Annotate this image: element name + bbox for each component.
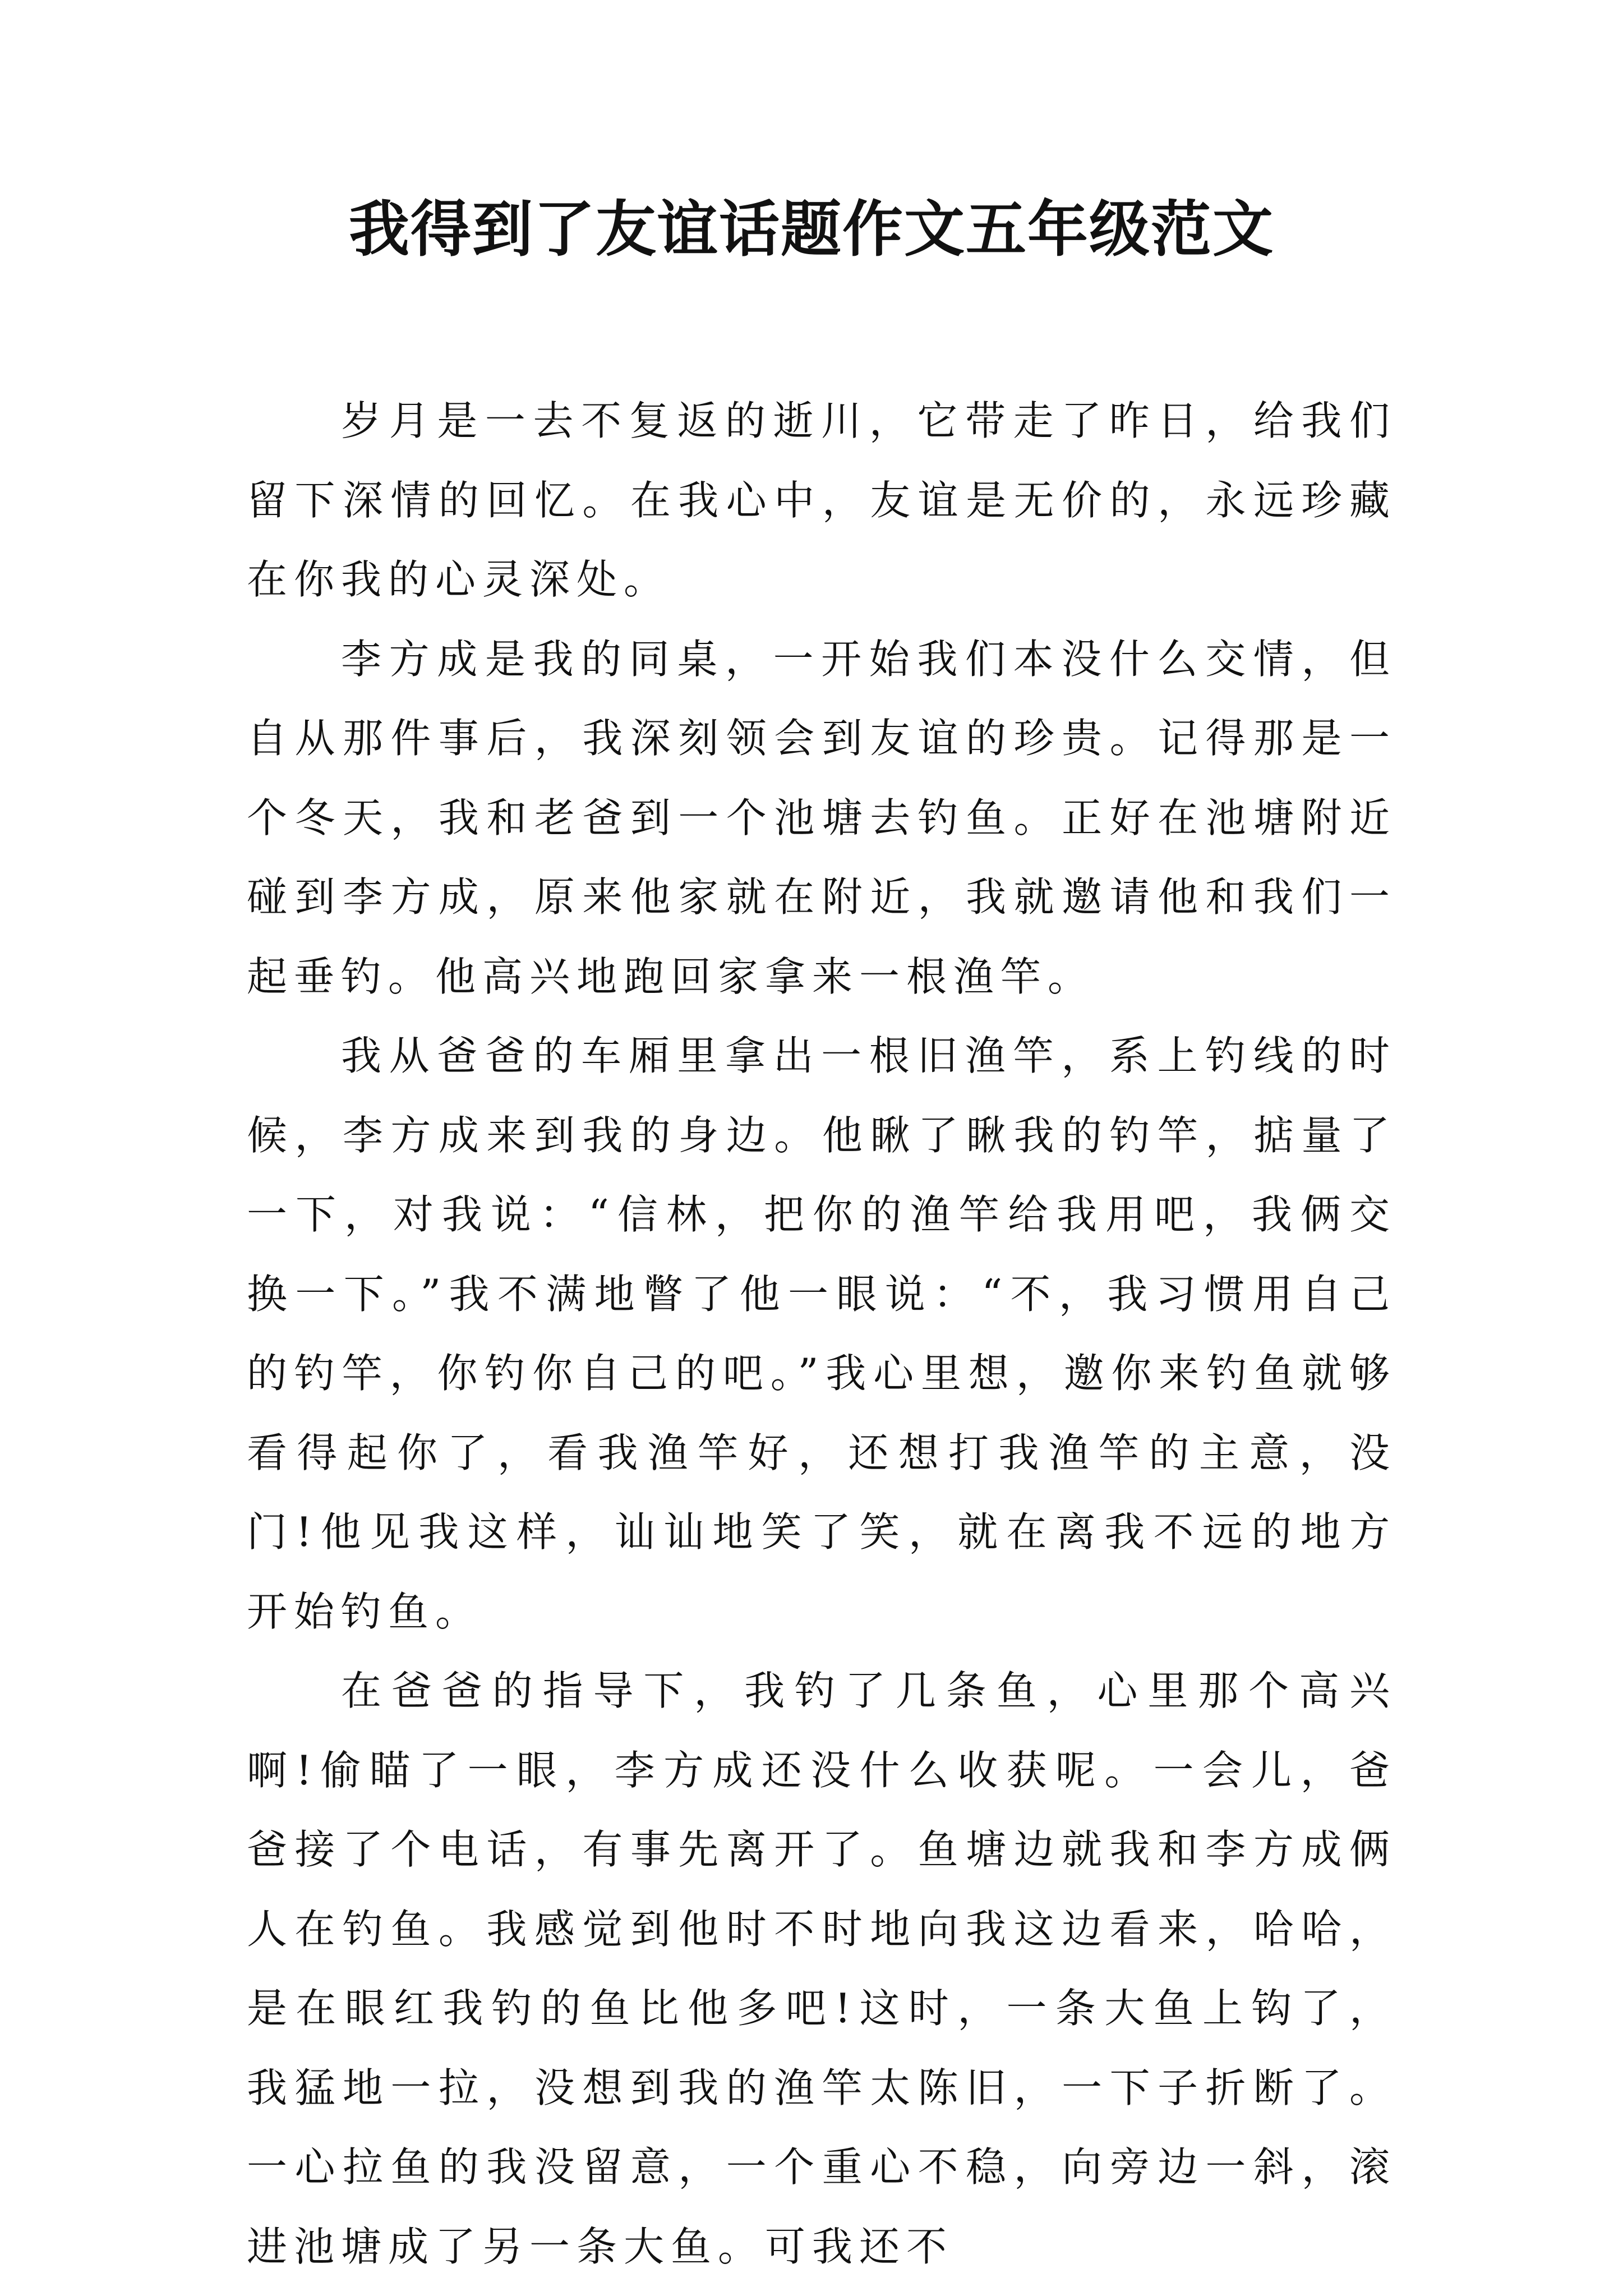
document-title: 我得到了友谊话题作文五年级范文	[348, 195, 1274, 265]
document-body	[247, 381, 1396, 2286]
paragraph-1: 岁月是一去不复返的逝川，它带走了昨日，给我们留下深情的回忆。在我心中，友谊是无价的，永远珍藏在你我的心灵深处。	[247, 397, 1396, 603]
paragraph-4: 在爸爸的指导下，我钓了几条鱼，心里那个高兴啊!偷瞄了一眼，李方成还没什么收获呢。一会儿，爸爸接了个电话，有事先离开了。鱼塘边就我和李方成俩人在钓鱼。我感觉到他时不时地向我这边看来，哈哈，是在眼红我钓的鱼比他多吧!这时，一条大鱼上钩了，我猛地一拉，没想到我的渔竿太陈旧，一下子折断了。一心拉鱼的我没留意，一个重心不稳，向旁边一斜，滚进池塘成了另一条大鱼。可我还不	[247, 1667, 1396, 2270]
paragraph-2: 李方成是我的同桌，一开始我们本没什么交情，但自从那件事后，我深刻领会到友谊的珍贵。记得那是一个冬天，我和老爸到一个池塘去钓鱼。正好在池塘附近碰到李方成，原来他家就在附近，我就邀请他和我们一起垂钓。他高兴地跑回家拿来一根渔竿。	[247, 635, 1396, 1000]
paragraph-3: 我从爸爸的车厢里拿出一根旧渔竿，系上钓线的时候，李方成来到我的身边。他瞅了瞅我的钓竿，掂量了一下，对我说：“信林，把你的渔竿给我用吧，我俩交换一下。”我不满地瞥了他一眼说：“不，我习惯用自己的钓竿，你钓你自己的吧。”我心里想，邀你来钓鱼就够看得起你了，看我渔竿好，还想打我渔竿的主意，没门!他见我这样，讪讪地笑了笑，就在离我不远的地方开始钓鱼。	[247, 1032, 1396, 1635]
